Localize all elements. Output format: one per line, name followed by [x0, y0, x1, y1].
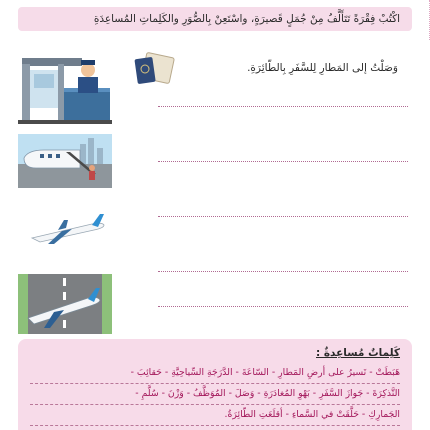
- airport-security-picture: [18, 52, 112, 124]
- first-sentence: وَصَلْتُ إلى المَطارِ لِلسَّفَرِ بِالطّائِرَةِ.: [247, 62, 398, 74]
- plane-on-runway-picture: [18, 274, 112, 334]
- writing-line-1[interactable]: [158, 106, 408, 107]
- passport-tickets-icon: [132, 52, 176, 86]
- writing-line-3[interactable]: [158, 216, 408, 217]
- plane-in-sky-picture: [18, 212, 112, 248]
- page-edge-decoration: [412, 0, 430, 40]
- boarding-stairs-picture: [18, 134, 112, 188]
- helper-words-line: هَبَطَتْ - تَسيرُ على أرضِ المَطارِ - السّاعَةَ - الدَّرَجَةِ السِّياحِيَّةِ - حَقائِبَ -: [30, 363, 400, 384]
- instruction-banner: اكْتُبْ فِقْرَةً تَتَأَلَّفُ مِنْ جُمَلٍ قَصيرَةٍ، واسْتَعِنْ بِالصُّوَرِ والكَلِماتِ المُساعِدَةِ: [18, 7, 412, 31]
- helper-words-title: كَلِماتٌ مُساعِدةٌ :: [316, 347, 400, 359]
- writing-line-2[interactable]: [158, 161, 408, 162]
- helper-words-line: الجَمارِكِ - حَلَّقَتْ في السَّماءِ - أقلَعَتِ الطّائِرَةُ.: [30, 405, 400, 426]
- helper-words-box: [18, 339, 412, 430]
- writing-line-4[interactable]: [158, 271, 408, 272]
- writing-line-5[interactable]: [158, 306, 408, 307]
- helper-words-line: التَّذكِرَةَ - جَوازَ السَّفَرِ - بَهْوِ المُغادَرَةِ - وَصَلَ - المُوَظَّفُ - وَزْنَ - سُلَّمِ -: [30, 384, 400, 405]
